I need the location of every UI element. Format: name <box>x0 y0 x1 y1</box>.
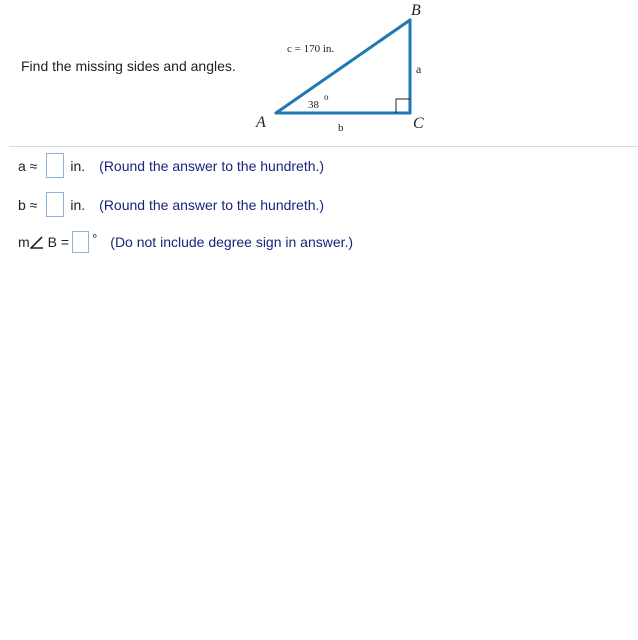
answer-b-unit: in. <box>70 196 86 213</box>
angle-b-prefix-m: m <box>18 234 30 250</box>
answer-a-hint: (Round the answer to the hundreth.) <box>99 157 325 174</box>
right-angle-marker <box>396 99 410 113</box>
section-divider <box>9 146 638 147</box>
angle-icon <box>30 236 44 249</box>
angle-b-degree-symbol: ° <box>92 230 98 246</box>
answer-b-hint: (Round the answer to the hundreth.) <box>99 196 325 213</box>
answer-b-prefix: b ≈ <box>18 196 38 213</box>
angle-b-input[interactable] <box>72 231 89 253</box>
side-c-label: c = 170 in. <box>287 43 335 55</box>
side-c-hypotenuse <box>276 20 410 113</box>
question-instruction: Find the missing sides and angles. <box>21 58 236 74</box>
answer-row-a <box>18 153 324 178</box>
angle-b-prefix-label: B = <box>47 234 70 250</box>
answer-row-b <box>18 192 324 217</box>
side-a-label: a <box>416 62 422 76</box>
triangle-figure <box>250 0 450 140</box>
answer-a-unit: in. <box>70 157 86 174</box>
answer-a-input[interactable] <box>46 153 64 178</box>
answer-row-angle-b <box>18 231 353 253</box>
vertex-label-a: A <box>256 114 266 131</box>
angle-b-hint: (Do not include degree sign in answer.) <box>110 234 354 250</box>
vertex-label-b: B <box>411 2 421 19</box>
angle-a-value: 38 <box>308 99 319 111</box>
answer-b-input[interactable] <box>46 192 64 217</box>
vertex-label-c: C <box>413 115 424 132</box>
side-b-label: b <box>338 122 344 134</box>
answer-a-prefix: a ≈ <box>18 157 38 174</box>
angle-a-degree: o <box>324 92 329 102</box>
